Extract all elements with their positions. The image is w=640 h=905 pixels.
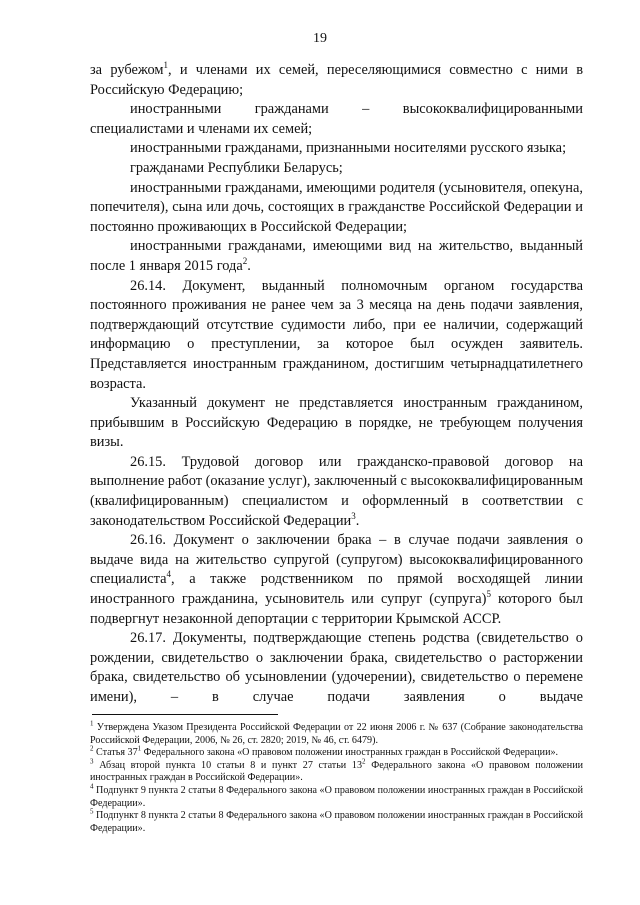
text-run: Статья 37 xyxy=(93,747,138,759)
text-run: . xyxy=(355,512,360,529)
paragraph: 26.14. Документ, выданный полномочным органом государства постоянного проживания не ранее чем за 3 месяца на день подачи заявления, подтверждающий отсутствие судимости либо, при ее наличии, содержащий информацию о преступлении, за которое был осужден заявитель. Представляется иностранным гражданином, достигшим четырнадцатилетнего возраста. xyxy=(90,277,583,392)
footnote-number: 3 xyxy=(90,757,94,766)
footnote-number: 5 xyxy=(90,807,94,816)
text-run: 26.15. Трудовой договор или гражданско-правовой договор на выполнение работ (оказание услуг), заключенный с высококвалифицированным (квалифицированным) специалистом и оформленный в соответствии с законодательством Российской Федерации xyxy=(90,453,583,529)
footnote-5 xyxy=(90,807,583,835)
text-run: за рубежом xyxy=(90,62,164,78)
footnote-ref: 4 xyxy=(166,569,172,580)
footnote-ref: 5 xyxy=(486,589,491,600)
main-text xyxy=(90,61,583,708)
footnote-3 xyxy=(90,757,583,785)
text-run: 26.16. Документ о заключении брака – в случае подачи заявления о выдаче вида на жительство супругой (супругом) высококвалифицированного специалиста xyxy=(90,532,583,588)
paragraph xyxy=(90,453,583,531)
paragraph: гражданами Республики Беларусь; xyxy=(130,159,343,176)
text-run: Федерального закона «О правовом положении иностранных граждан в Российской Федерации». xyxy=(141,747,559,759)
paragraph: иностранными гражданами – высококвалифицированными специалистами и членами их семей; xyxy=(90,101,583,137)
paragraph xyxy=(90,531,583,629)
paragraph xyxy=(90,237,583,276)
paragraph: иностранными гражданами, имеющими родителя (усыновителя, опекуна, попечителя), сына или дочь, состоящих в гражданстве Российской Федерации и постоянно проживающих в Российской Федерации; xyxy=(90,179,583,235)
superscript: 2 xyxy=(362,757,366,766)
footnote-ref: 2 xyxy=(242,256,248,267)
text-run: , и членами их семей, переселяющимися совместно с ними в Российскую Федерацию; xyxy=(90,62,584,98)
paragraph xyxy=(90,61,583,100)
paragraph: Указанный документ не представляется иностранным гражданином, прибывшим в Российскую Федерацию в порядке, не требующем получения визы. xyxy=(90,395,583,451)
footnote-number: 1 xyxy=(90,719,94,728)
footnote-ref: 3 xyxy=(351,510,356,521)
text-run: . xyxy=(247,257,251,274)
text-run: иностранными гражданами, имеющими вид на жительство, выданный после 1 января 2015 года xyxy=(90,238,583,274)
footnote-1 xyxy=(90,719,583,747)
footnote-4 xyxy=(90,782,583,810)
footnote-2 xyxy=(90,744,583,760)
footnote-separator xyxy=(92,714,278,715)
text-run: Утверждена Указом Президента Российской Федерации от 22 июня 2006 г. № 637 (Собрание законодательства Российской Федерации, 2006, № 26, ст. 2820; 2019, № 46, ст. 6479). xyxy=(90,722,583,746)
text-run: Абзац второй пункта 10 статьи 8 и пункт 27 статьи 13 xyxy=(93,759,363,771)
text-run: которого был подвергнут незаконной депортации с территории Крымской АССР. xyxy=(90,591,583,627)
footnote-number: 2 xyxy=(90,744,94,753)
text-run: Подпункт 9 пункта 2 статьи 8 Федерального закона «О правовом положении иностранных граждан в Российской Федерации». xyxy=(90,784,583,809)
paragraph: 26.17. Документы, подтверждающие степень родства (свидетельство о рождении, свидетельство о заключении брака, свидетельство о расторжении брака, свидетельство об усыновлении (удочерении), свидетельство о перемене имени), – в случае подачи заявления о выдаче xyxy=(90,630,583,705)
footnotes xyxy=(90,719,583,835)
footnote-number: 4 xyxy=(90,782,94,791)
paragraph: иностранными гражданами, признанными носителями русского языка; xyxy=(130,140,567,157)
page-number: 19 xyxy=(313,31,327,46)
text-run: Подпункт 8 пункта 2 статьи 8 Федерального закона «О правовом положении иностранных граждан в Российской Федерации». xyxy=(90,810,583,834)
text-run: Федерального закона «О правовом положении иностранных граждан в Российской Федерации». xyxy=(90,759,583,784)
superscript: 1 xyxy=(137,744,142,753)
text-run: , а также родственником по прямой восходящей линии иностранного гражданина, усыновитель или супруг (супруга) xyxy=(90,571,583,608)
footnote-ref: 1 xyxy=(163,60,168,71)
